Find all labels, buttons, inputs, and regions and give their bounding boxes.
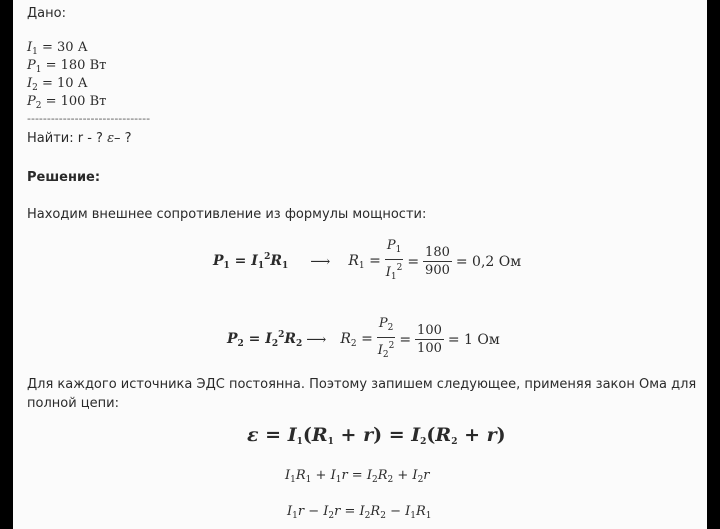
solution-document — [13, 0, 707, 529]
step2-text: Для каждого источника ЭДС постоянна. Поэтому запишем следующее, применяя закон Ома для полной цепи: — [27, 377, 697, 411]
given-i2: $I_2 = 10$ А — [27, 76, 88, 93]
equation-r1: $P_1 = I_1^2R_1$ ⟶ $R_1$ = $\frac{P_1}{I_1^2}$ = $\frac{180}{900}$ = 0,2 Ом — [213, 238, 521, 285]
arrow-icon: ⟶ — [306, 331, 327, 348]
power-formula-1: $P_1 = I_1^2R_1$ — [213, 252, 289, 271]
separator: ------------------------------- — [27, 112, 151, 125]
find-line: Найти: r - ? ε– ? — [27, 131, 132, 146]
given-i1: $I_1 = 30$ А — [27, 40, 88, 57]
result-r1: = 0,2 Ом — [455, 253, 522, 270]
arrow-icon: ⟶ — [310, 253, 331, 270]
fraction-values-2: $\frac{100}{100}$ — [417, 323, 442, 356]
result-r2: = 1 Ом — [447, 331, 500, 348]
rearranged-equation: $I_1r - I_2r = I_2R_2 - I_1R_1$ — [287, 504, 432, 521]
fraction-values-1: $\frac{180}{900}$ — [425, 245, 450, 278]
given-p1: $P_1 = 180$ Вт — [27, 58, 107, 75]
given-label: Дано: — [27, 6, 66, 21]
equation-r2: $P_2 = I_2^2R_2$ ⟶ $R_2$ = $\frac{P_2}{I_2^2}$ = $\frac{100}{100}$ = 1 Ом — [227, 316, 500, 363]
ohm-law-equation: $\varepsilon = I_1(R_1 + r) = I_2(R_2 + r)$ — [247, 424, 506, 447]
fraction-p1-i1: $\frac{P_1}{I_1^2}$ — [385, 238, 403, 282]
fraction-p2-i2: $\frac{P_2}{I_2^2}$ — [377, 316, 395, 360]
power-formula-2: $P_2 = I_2^2R_2$ — [227, 330, 303, 349]
expanded-equation: $I_1R_1 + I_1r = I_2R_2 + I_2r$ — [285, 468, 430, 485]
solution-heading: Решение: — [27, 170, 101, 185]
given-p2: $P_2 = 100$ Вт — [27, 94, 107, 111]
step1-text: Находим внешнее сопротивление из формулы мощности: — [27, 207, 427, 222]
